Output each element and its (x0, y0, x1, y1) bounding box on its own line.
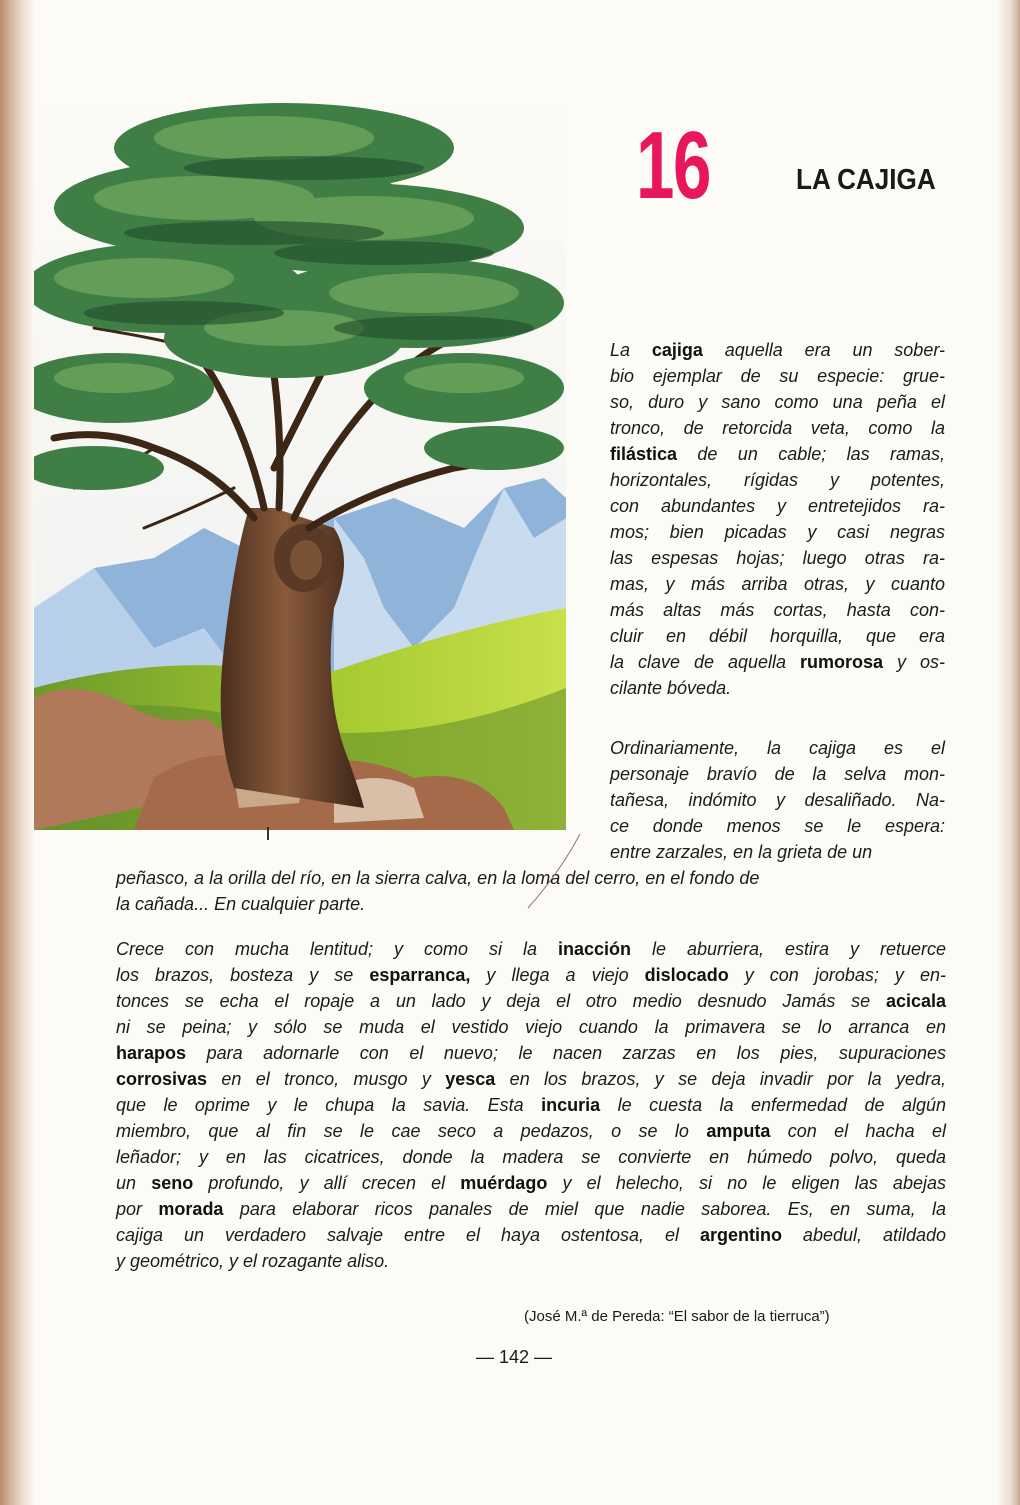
bold-keyword: cajiga (651, 340, 703, 360)
bold-keyword: morada (158, 1199, 224, 1219)
paragraph-1 (610, 337, 945, 701)
text-line: filástica de un cable; las ramas, (610, 444, 945, 464)
bold-keyword: rumorosa (800, 652, 884, 672)
text-line: cilante bóveda. (610, 678, 732, 698)
bold-keyword: seno (151, 1173, 194, 1193)
text-line: los brazos, bosteza y se esparranca, y llega a viejo dislocado y con jorobas; y en- (116, 965, 946, 985)
bold-keyword: incuria (541, 1095, 601, 1115)
bold-keyword: amputa (706, 1121, 771, 1141)
text-line: que le oprime y le chupa la savia. Esta incuria le cuesta la enfermedad de algún (116, 1095, 947, 1115)
text-line: entre zarzales, en la grieta de un (610, 842, 873, 862)
text-line: so, duro y sano como una peña el (610, 392, 945, 412)
text-line: mos; bien picadas y casi negras (610, 522, 945, 542)
text-line: y geométrico, y el rozagante aliso. (116, 1251, 390, 1271)
page-number: — 142 — (476, 1347, 553, 1367)
pencil-mark (264, 826, 272, 842)
citation: (José M.ª de Pereda: “El sabor de la tierruca”) (524, 1308, 830, 1325)
bold-keyword: muérdago (460, 1173, 548, 1193)
text-line: peñasco, a la orilla del río, en la sierra calva, en la loma del cerro, en el fondo de (116, 868, 760, 888)
tree-illustration (34, 88, 566, 830)
chapter-number: 16 (636, 112, 711, 219)
bold-keyword: esparranca, (369, 965, 471, 985)
paragraph-2-narrow (610, 735, 945, 865)
text-line: la clave de aquella rumorosa y os- (610, 652, 946, 672)
text-line: cajiga un verdadero salvaje entre el haya ostentosa, el argentino abedul, atildado (116, 1225, 947, 1245)
text-line: Ordinariamente, la cajiga es el (610, 738, 945, 758)
bold-keyword: corrosivas (116, 1069, 208, 1089)
text-line: por morada para elaborar ricos panales de miel que nadie saborea. Es, en suma, la (116, 1199, 946, 1219)
text-line: con abundantes y entretejidos ra- (610, 496, 945, 516)
page-right-edge (998, 0, 1020, 1505)
bold-keyword: yesca (445, 1069, 496, 1089)
text-line: la cañada... En cualquier parte. (116, 894, 366, 914)
text-line: tronco, de retorcida veta, como la (610, 418, 945, 438)
chapter-title: LA CAJIGA (796, 164, 936, 196)
bold-keyword: dislocado (644, 965, 729, 985)
tree-illustration-svg (34, 88, 566, 830)
text-line: tonces se echa el ropaje a un lado y deja el otro medio desnudo Jamás se acicala (116, 991, 946, 1011)
text-line: harapos para adornarle con el nuevo; le nacen zarzas en los pies, supuraciones (116, 1043, 946, 1063)
text-line: ce donde menos se le espera: (610, 816, 945, 836)
bold-keyword: filástica (610, 444, 678, 464)
text-line: personaje bravío de la selva mon- (610, 764, 945, 784)
text-line: mas, y más arriba otras, y cuanto (610, 574, 945, 594)
text-line: ni se peina; y sólo se muda el vestido viejo cuando la primavera se lo arranca en (116, 1017, 946, 1037)
text-line: cluir en débil horquilla, que era (610, 626, 945, 646)
pencil-stroke (520, 832, 590, 912)
text-line: más altas más cortas, hasta con- (610, 600, 945, 620)
text-line: La cajiga aquella era un sober- (610, 340, 945, 360)
text-line: leñador; y en las cicatrices, donde la madera se convierte en húmedo polvo, queda (116, 1147, 946, 1167)
text-line: tañesa, indómito y desaliñado. Na- (610, 790, 945, 810)
text-line: las espesas hojas; luego otras ra- (610, 548, 945, 568)
text-line: miembro, que al fin se le cae seco a pedazos, o se lo amputa con el hacha el (116, 1121, 946, 1141)
page-binding-edge (0, 0, 34, 1505)
bold-keyword: argentino (699, 1225, 782, 1245)
bold-keyword: harapos (116, 1043, 187, 1063)
text-line: un seno profundo, y allí crecen el muérdago y el helecho, si no le eligen las abejas (116, 1173, 946, 1193)
text-line: corrosivas en el tronco, musgo y yesca en los brazos, y se deja invadir por la yedra, (116, 1069, 947, 1089)
text-line: horizontales, rígidas y potentes, (610, 470, 945, 490)
bold-keyword: inacción (557, 939, 631, 959)
bold-keyword: acicala (885, 991, 946, 1011)
paragraph-3 (116, 936, 946, 1274)
text-line: bio ejemplar de su especie: grue- (610, 366, 945, 386)
text-line: Crece con mucha lentitud; y como si la inacción le aburriera, estira y retuerce (116, 939, 946, 959)
